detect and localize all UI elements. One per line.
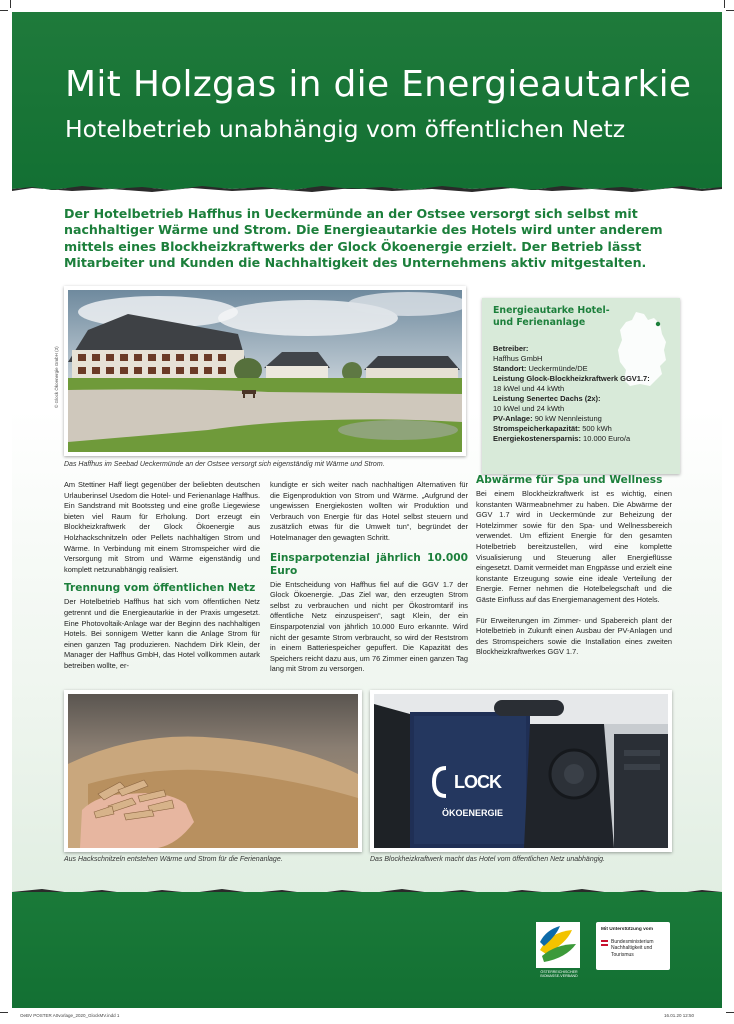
header-banner: [12, 12, 722, 188]
poster: [12, 12, 722, 1008]
photo-credit: © Glock Ökoenergie GmbH (3): [54, 346, 59, 408]
woodchips-photo-caption: Aus Hackschnitzeln entstehen Wärme und Strom für die Ferienanlage.: [64, 856, 283, 863]
plant-photo-frame: [370, 690, 672, 852]
support-badge: [596, 922, 670, 970]
print-slug-left: OeBV POSTER A0vorlage_2020_GlockMV.indd 1: [20, 1013, 120, 1018]
body-paragraph: Für Erweiterungen im Zimmer- und Spabereich plant der Hotelbetrieb in Zukunft einen Ausbau der PV-Anlagen und des Stromspeichers sowie die Installation eines zweiten Blockheizkraftwerkes GGV 1.7.: [476, 615, 672, 657]
fact-row: [493, 434, 679, 444]
plant-photo: [374, 694, 668, 848]
body-paragraph: Der Hotelbetrieb Haffhus hat sich vom öffentlichen Netz getrennt und die Energieautarkie in der Praxis umgesetzt. Eine Photovoltaik-Anlage war der Beginn des nachhaltigen Hotels. Bei sonnigem Wetter kann die Anlage Strom für einen ganzen Tag produzieren. Nachdem Dirk Klein, der Manager der Haffhus GmbH, das Hotel vollkommen autark betreiben wollte, er-: [64, 597, 260, 670]
text-column-1: [64, 480, 260, 672]
brand-logo-top: LOCK: [454, 772, 501, 792]
facts-list: [493, 344, 679, 444]
support-label: Mit Unterstützung vom: [601, 927, 653, 932]
plant-photo-caption: Das Blockheizkraftwerk macht das Hotel vom öffentlichen Netz unabhängig.: [370, 856, 606, 863]
fact-label: Leistung Glock-Blockheizkraftwerk GGV1.7:: [493, 374, 650, 383]
fact-value: 10 kWel und 24 kWth: [493, 404, 565, 413]
fact-row: [493, 364, 679, 374]
body-paragraph: kundigte er sich weiter nach nachhaltigen Alternativen für die Eigenproduktion von Strom und Wärme. „Aufgrund der ungewissen Energiekosten wollten wir Produktion und Verbrauch von Energie für das Hotel selbst steuern und zusätzlich etwas für die Umwelt tun“, begründet der Hotelmanager den gewagten Schritt.: [270, 480, 468, 542]
body-paragraph: Bei einem Blockheizkraftwerk ist es wichtig, einen konstanten Wärmeabnehmer zu haben. Die Abwärme der GGV 1.7 wird in Ueckermünde zur Beheizung der Hotelzimmer sowie für den Spa- und Wellnessbereich verwendet. Um effizient Energie für den gesamten Hotelbetrieb bereitzustellen, wird eine komplette Visualisierung und Steuerung aller Energieflüsse eingesetzt. Damit vermeidet man Engpässe und erzielt eine konstante Erzeugung sowie eine ideale Verteilung der Energie. Ferner nehmen die Hotelbelegschaft und die Gäste Einfluss auf das Energiemanagement des Hotels.: [476, 489, 672, 604]
woodchips-photo-frame: [64, 690, 362, 852]
page-subtitle: Hotelbetrieb unabhängig vom öffentlichen Netz: [65, 115, 626, 143]
hotel-photo-frame: [64, 286, 466, 456]
hotel-photo: [68, 290, 462, 452]
fact-value: 18 kWel und 44 kWth: [493, 384, 565, 393]
fact-row: [493, 374, 679, 394]
fact-value: Ueckermünde/DE: [528, 364, 588, 373]
text-column-3: [476, 474, 672, 658]
fact-row: [493, 414, 679, 424]
biomasse-logo-text: ÖSTERREICHISCHER BIOMASSE-VERBAND: [540, 970, 578, 979]
biomasse-logo-icon: [536, 922, 580, 968]
fact-value: 90 kW Nennleistung: [534, 414, 602, 423]
facts-box-title: Energieautarke Hotel- und Ferienanlage: [493, 305, 610, 329]
fact-value: Haffhus GmbH: [493, 354, 543, 363]
heading-abwaerme: Abwärme für Spa und Wellness: [476, 474, 663, 486]
body-paragraph: Die Entscheidung von Haffhus fiel auf die GGV 1.7 der Glock Ökoenergie. „Das Ziel war, den erzeugten Strom selbst zu verbrauchen und nicht per Ökostromtarif ins öffentliche Netz einzuspeisen“, sagt Klein, der ein Einsparpotenzial von jährlich 10.000 Euro erkannte. Wird nicht der gesamte Strom verbraucht, so wird der Reststrom in einem Batteriespeicher gepuffert. Die Kapazität des Speichers reicht dazu aus, um 76 Zimmer einen ganzen Tag lang mit Strom zu versorgen.: [270, 579, 468, 674]
fact-value: 500 kWh: [582, 424, 612, 433]
page-title: Mit Holzgas in die Energieautarkie: [65, 64, 692, 105]
crop-mark: [726, 10, 734, 11]
heading-trennung: Trennung vom öffentlichen Netz: [64, 582, 256, 595]
hotel-photo-caption: Das Haffhus im Seebad Ueckermünde an der Ostsee versorgt sich eigenständig mit Wärme und Strom.: [64, 461, 385, 468]
fact-label: Betreiber:: [493, 344, 529, 353]
fact-row: [493, 344, 679, 364]
facts-box: [482, 298, 680, 474]
print-slug-right: 16.01.20 12:50: [664, 1013, 695, 1018]
fact-row: [493, 424, 679, 434]
woodchips-photo: [68, 694, 358, 848]
ministry-name: Bundesministerium Nachhaltigkeit und Tourismus: [611, 939, 654, 958]
lead-paragraph: Der Hotelbetrieb Haffhus in Ueckermünde an der Ostsee versorgt sich selbst mit nachhaltiger Wärme und Strom. Die Energieautarkie des Hotels wird unter anderem mittels eines Blockheizkraftwerks der Glock Ökoenergie erzielt. Der Betrieb lässt Mitarbeiter und Kunden die Nachhaltigkeit des Unternehmens aktiv mitgestalten.: [64, 206, 663, 271]
fact-row: [493, 394, 679, 414]
fact-label: Standort:: [493, 364, 527, 373]
heading-einsparpotenzial: Einsparpotenzial jährlich 10.000 Euro: [270, 551, 468, 577]
crop-mark: [0, 10, 8, 11]
brand-logo-bottom: ÖKOENERGIE: [442, 808, 504, 818]
text-column-2: [270, 480, 468, 675]
crop-mark: [724, 0, 725, 8]
crop-mark: [10, 0, 11, 8]
intro-paragraph: Am Stettiner Haff liegt gegenüber der beliebten deutschen Urlauberinsel Usedom die Hotel- und Ferienanlage Haffhus. Ein Sandstrand mit Bootssteg und eine große Liegewiese bieten viel Raum für Erholung. Dort erzeugt ein Blockheizkraftwerk der Glock Ökoenergie aus Holzhackschnitzeln oder Pellets nachhaltigen Strom und Wärme. In Verbindung mit einem Stromspeicher wird die Versorgung mit Strom und Wärme eigenständig und komplett netzunabhängig realisiert.: [64, 480, 260, 574]
fact-label: Stromspeicherkapazität:: [493, 424, 581, 433]
fact-label: Leistung Senertec Dachs (2x):: [493, 394, 601, 403]
fact-label: Energiekostenersparnis:: [493, 434, 581, 443]
crop-mark: [0, 1012, 8, 1013]
header-brush-edge: [12, 182, 722, 194]
crop-mark: [726, 1012, 734, 1013]
fact-label: PV-Anlage:: [493, 414, 533, 423]
fact-value: 10.000 Euro/a: [583, 434, 631, 443]
austria-flag-icon: [601, 940, 608, 946]
